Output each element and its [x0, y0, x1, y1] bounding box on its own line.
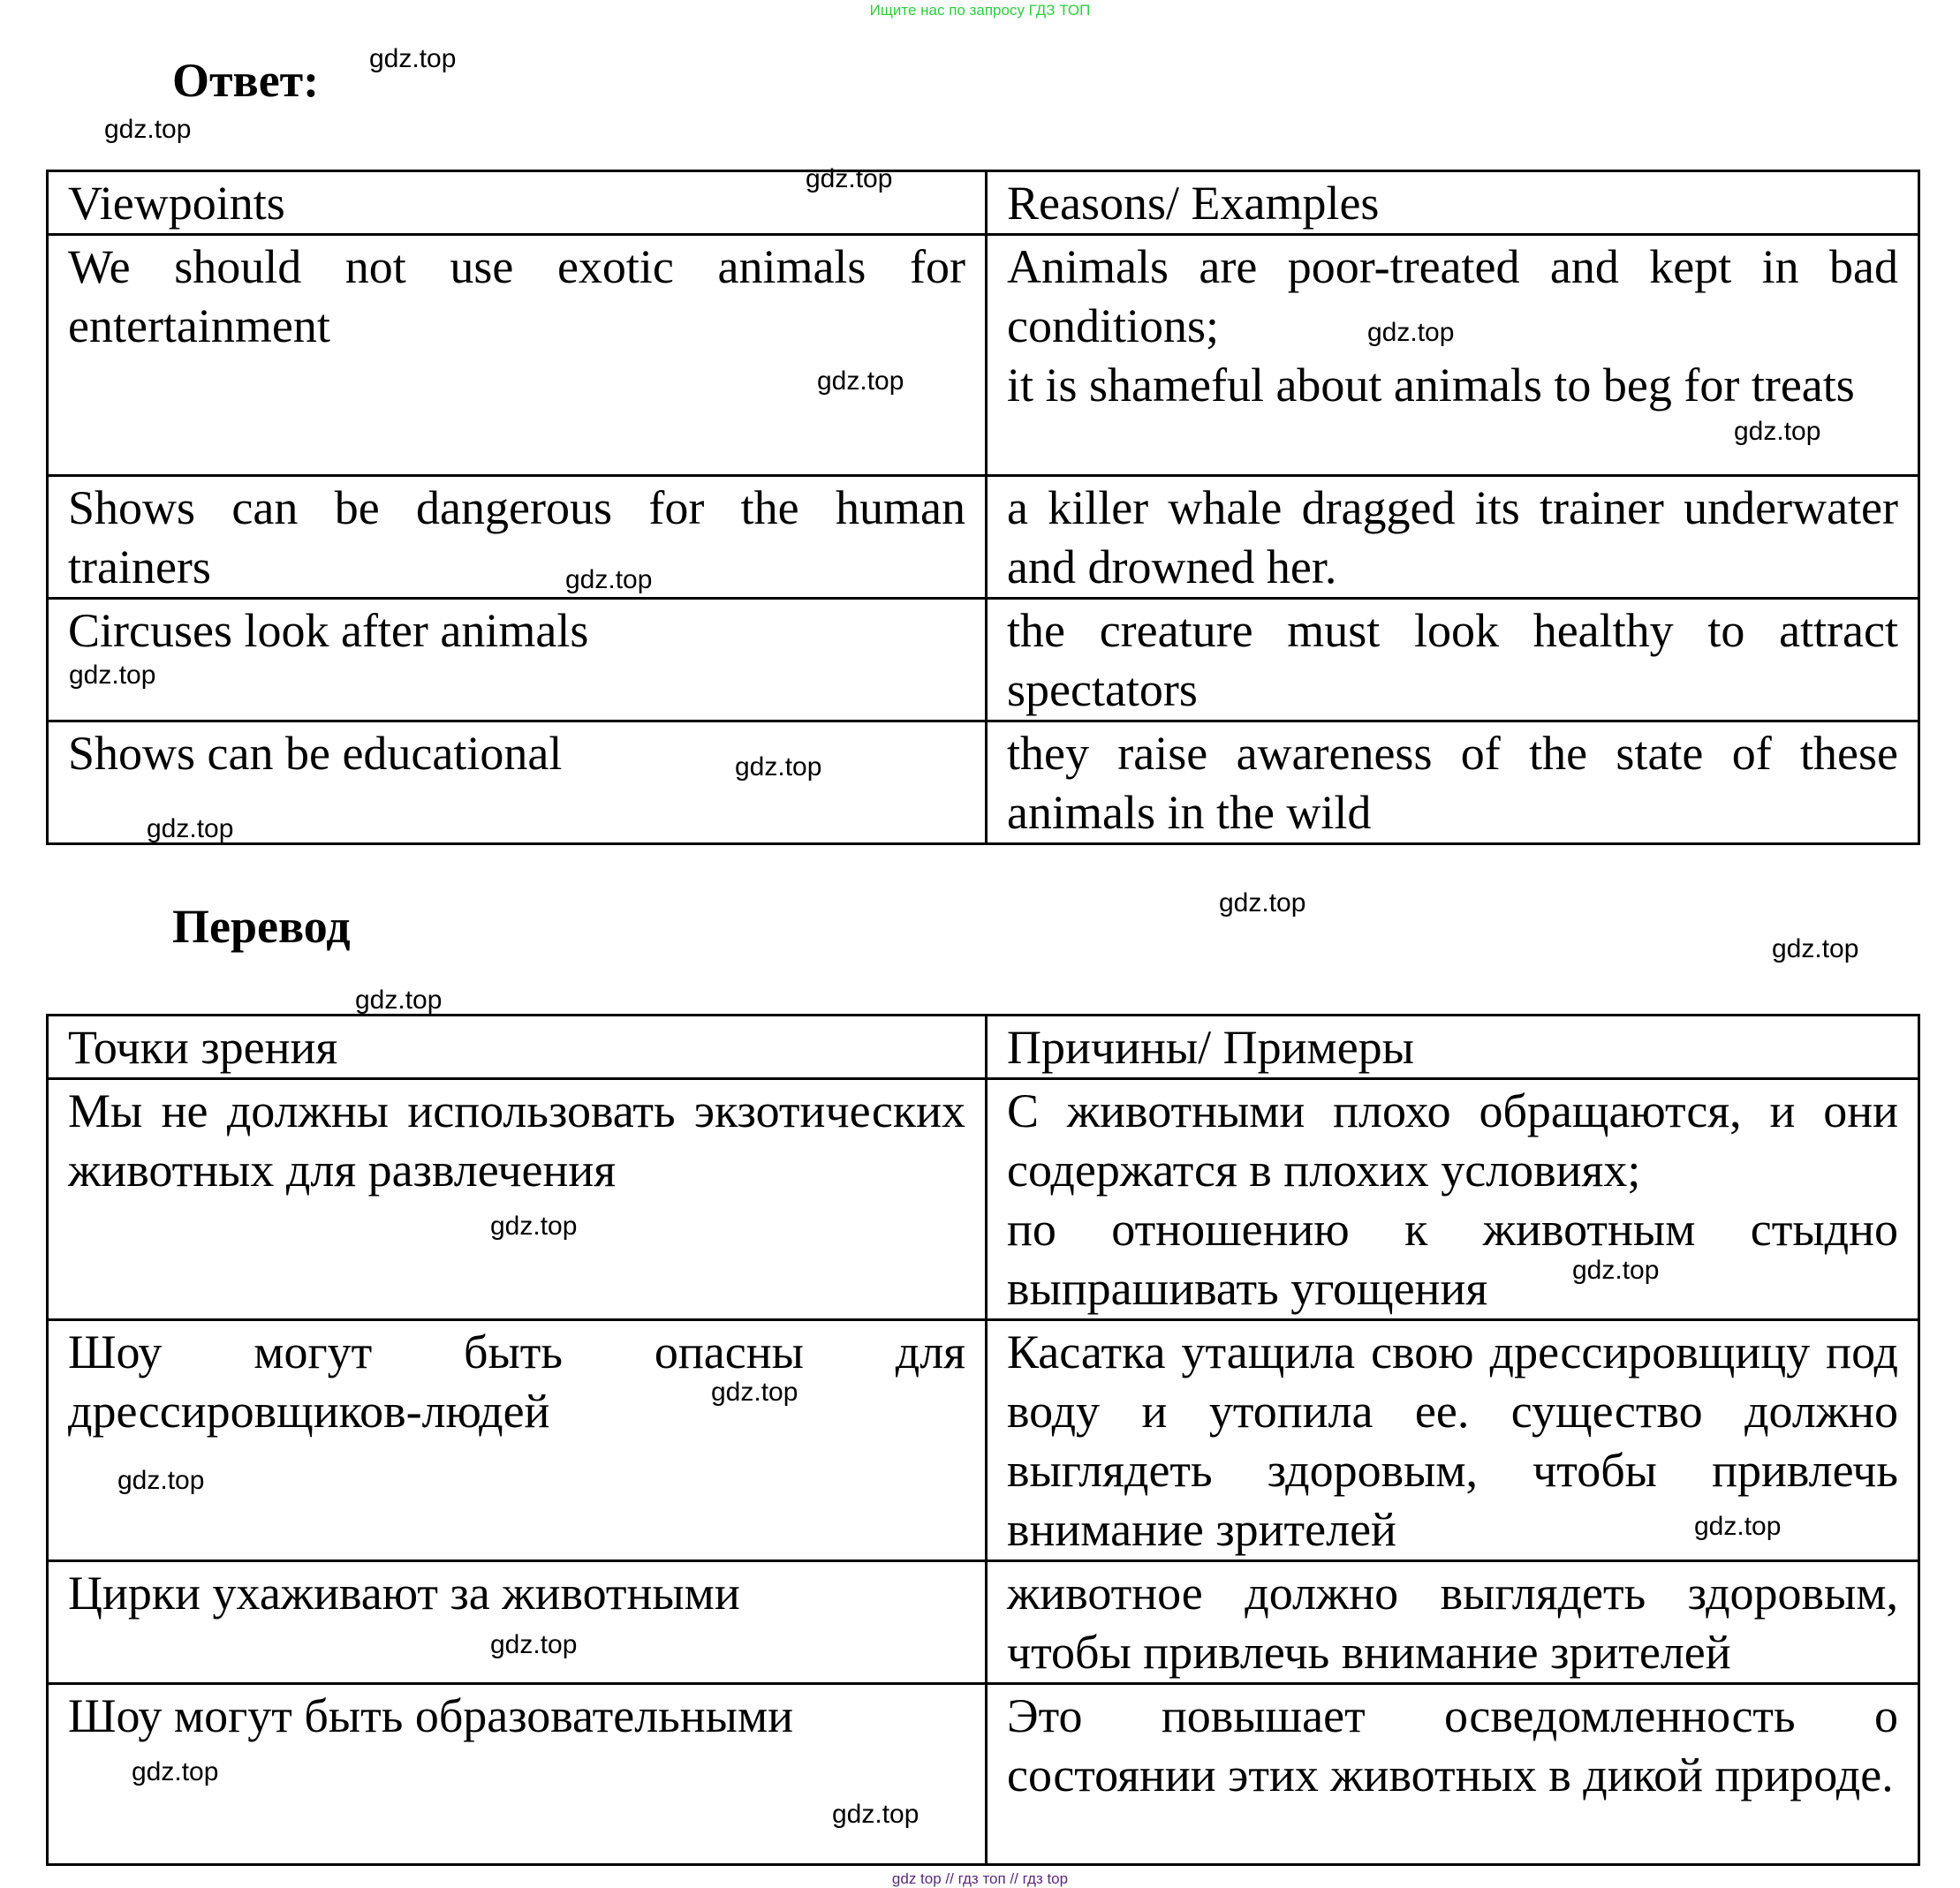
reason-line: it is shameful about animals to beg for treats [1007, 359, 1855, 412]
viewpoint-cell: Шоу могут быть образовательными [48, 1684, 987, 1865]
reason-cell: the creature must look healthy to attract spectators [987, 599, 1919, 721]
watermark-text: gdz.top [147, 814, 234, 843]
viewpoint-cell: Цирки ухаживают за животными [48, 1561, 987, 1684]
watermark-text: gdz.top [1219, 888, 1306, 918]
watermark-text: gdz.top [1367, 318, 1455, 347]
watermark-text: gdz.top [1572, 1256, 1660, 1285]
reason-line: Animals are poor-treated and kept in bad conditions; [1007, 240, 1898, 352]
reason-cell: Касатка утащила свою дрессировщицу под воду и утопила ее. существо должно выглядеть здоровым, чтобы привлечь внимание зрителей [987, 1320, 1919, 1561]
table-header-row [48, 171, 1919, 235]
watermark-text: gdz.top [711, 1378, 798, 1407]
watermark-text: gdz.top [735, 752, 822, 782]
watermark-text: gdz.top [1694, 1512, 1782, 1541]
footer-links: gdz top // гдз топ // гдз top [891, 1870, 1069, 1887]
viewpoint-cell: Circuses look after animals [48, 599, 987, 721]
table-row [48, 1561, 1919, 1684]
header-viewpoints: Точки зрения [48, 1016, 987, 1079]
watermark-text: gdz.top [1772, 934, 1859, 963]
table-row [48, 1684, 1919, 1865]
table-row [48, 721, 1919, 844]
watermark-text: gdz.top [817, 366, 904, 396]
viewpoint-cell: We should not use exotic animals for entertainment [48, 235, 987, 476]
watermark-text: gdz.top [369, 44, 457, 73]
reason-cell: Это повышает осведомленность о состоянии этих животных в дикой природе. [987, 1684, 1919, 1865]
watermark-text: gdz.top [490, 1630, 578, 1659]
viewpoint-cell: Shows can be dangerous for the human trainers [48, 476, 987, 599]
reason-cell: they raise awareness of the state of these animals in the wild [987, 721, 1919, 844]
table-row [48, 1320, 1919, 1561]
reason-line: С животными плохо обращаются, и они содержатся в плохих условиях; [1007, 1084, 1898, 1197]
watermark-text: gdz.top [565, 565, 653, 594]
search-banner: Ищите нас по запросу ГДЗ ТОП [869, 2, 1091, 19]
viewpoint-cell: Shows can be educational [48, 721, 987, 844]
watermark-text: gdz.top [355, 986, 443, 1015]
header-reasons: Причины/ Примеры [987, 1016, 1919, 1079]
reason-line: по отношению к животным стыдно выпрашивать угощения [1007, 1203, 1898, 1315]
watermark-text: gdz.top [832, 1800, 919, 1829]
watermark-text: gdz.top [490, 1212, 578, 1241]
header-reasons: Reasons/ Examples [987, 171, 1919, 235]
watermark-text: gdz.top [104, 115, 192, 144]
translation-heading: Перевод [172, 900, 351, 953]
watermark-text: gdz.top [69, 661, 156, 690]
header-viewpoints: Viewpoints [48, 171, 987, 235]
watermark-text: gdz.top [806, 164, 893, 193]
translation-table [46, 1014, 1920, 1866]
reason-cell [987, 1079, 1919, 1320]
answer-heading: Ответ: [172, 54, 320, 107]
watermark-text: gdz.top [1734, 417, 1821, 446]
table-row [48, 235, 1919, 476]
table-header-row [48, 1016, 1919, 1079]
reason-cell: животное должно выглядеть здоровым, чтобы привлечь внимание зрителей [987, 1561, 1919, 1684]
reason-cell: a killer whale dragged its trainer underwater and drowned her. [987, 476, 1919, 599]
table-row [48, 476, 1919, 599]
viewpoint-cell: Шоу могут быть опасны для дрессировщиков-людей [48, 1320, 987, 1561]
watermark-text: gdz.top [117, 1466, 205, 1495]
viewpoint-cell: Мы не должны использовать экзотических животных для развлечения [48, 1079, 987, 1320]
answer-table [46, 170, 1920, 845]
table-row [48, 599, 1919, 721]
watermark-text: gdz.top [132, 1757, 219, 1786]
